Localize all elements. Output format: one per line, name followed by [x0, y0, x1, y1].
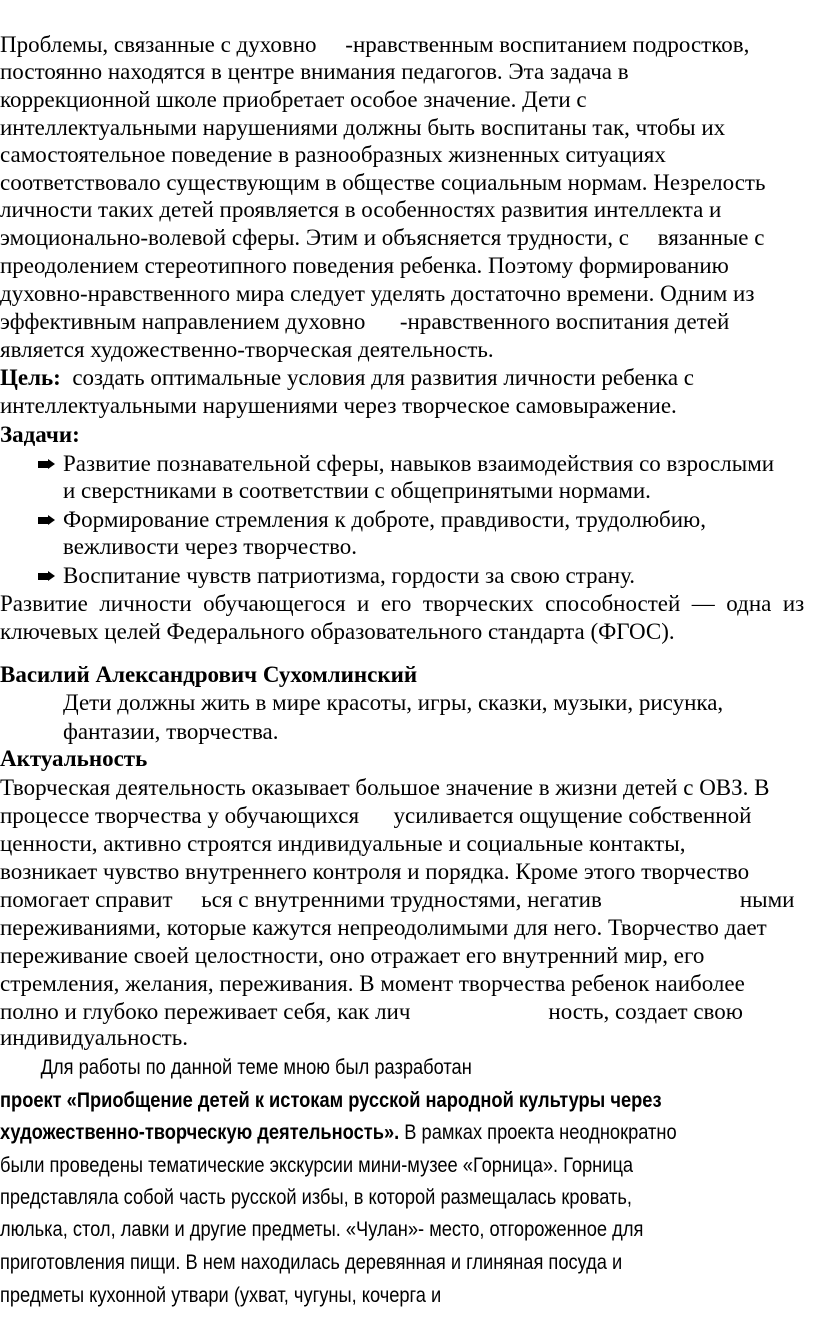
intro-line: самостоятельное поведение в разнообразных жизненных ситуациях [0, 142, 666, 167]
quote-text: Дети должны жить в мире красоты, игры, сказки, музыки, рисунка, [63, 690, 724, 715]
relevance-heading: Актуальность [0, 746, 148, 771]
intro-line: эмоционально-волевой сферы. Этим и объясняется трудности, с вязанные с [0, 225, 765, 250]
quote-text-cont: фантазии, творчества. [63, 719, 279, 744]
tasks-heading: Задачи: [0, 422, 80, 447]
task-item: Развитие познавательной сферы, навыков взаимодействия со взрослыми [63, 451, 775, 476]
project-line: были проведены тематические экскурсии мини-музее «Горница». Горница [0, 1154, 634, 1177]
intro-line: постоянно находятся в центре внимания педагогов. Эта задача в [0, 59, 629, 84]
task-item: Воспитание чувств патриотизма, гордости за свою страну. [63, 563, 636, 588]
relevance-line: процессе творчества у обучающихся усиливается ощущение собственной [0, 803, 752, 828]
relevance-line: индивидуальность. [0, 1025, 188, 1050]
arrow-bullet-icon [38, 459, 56, 470]
goal-line [0, 364, 694, 392]
intro-line: коррекционной школе приобретает особое значение. Дети с [0, 87, 587, 112]
relevance-line: возникает чувство внутреннего контроля и порядка. Кроме этого творчество [0, 859, 750, 884]
project-title-cont: художественно-творческую деятельность». [0, 1121, 400, 1144]
quote-author: Василий Александрович Сухомлинский [0, 662, 418, 687]
intro-line: Проблемы, связанные с духовно -нравственным воспитанием подростков, [0, 32, 750, 57]
task-item-cont: вежливости через творчество. [63, 534, 358, 559]
task-item: Формирование стремления к доброте, правдивости, трудолюбию, [63, 507, 706, 532]
project-title: проект «Приобщение детей к истокам русской народной культуры через [0, 1089, 662, 1112]
goal-line-2: интеллектуальными нарушениями через творческое самовыражение. [0, 393, 677, 418]
fgos-line: ключевых целей Федерального образовательного стандарта (ФГОС). [0, 619, 675, 644]
fgos-line: Развитие личности обучающегося и его творческих способностей — одна из [0, 591, 805, 616]
intro-line: духовно-нравственного мира следует уделять достаточно времени. Одним из [0, 281, 755, 306]
relevance-line: переживание своей целостности, оно отражает его внутренний мир, его [0, 943, 705, 968]
relevance-line: стремления, желания, переживания. В момент творчества ребенок наиболее [0, 971, 745, 996]
intro-line: является художественно-творческая деятельность. [0, 337, 494, 362]
intro-line: личности таких детей проявляется в особенностях развития интеллекта и [0, 197, 722, 222]
task-item-cont: и сверстниками в соответствии с общепринятыми нормами. [63, 478, 651, 503]
arrow-bullet-icon [38, 571, 56, 582]
relevance-line: переживаниями, которые кажутся непреодолимыми для него. Творчество дает [0, 915, 767, 940]
relevance-line: полно и глубоко переживает себя, как лич ность, создает свою [0, 999, 743, 1024]
intro-line: эффективным направлением духовно -нравственного воспитания детей [0, 309, 730, 334]
arrow-bullet-icon [38, 515, 56, 526]
intro-line: преодолением стереотипного поведения ребенка. Поэтому формированию [0, 253, 729, 278]
project-line: приготовления пищи. В нем находилась деревянная и глиняная посуда и [0, 1251, 623, 1274]
project-text: В рамках проекта неоднократно [399, 1121, 677, 1144]
intro-line: интеллектуальными нарушениями должны быть воспитаны так, чтобы их [0, 115, 726, 140]
project-title-line [0, 1117, 677, 1149]
project-line: предметы кухонной утвари (ухват, чугуны, кочерга и [0, 1284, 442, 1307]
goal-label: Цель: [0, 365, 61, 390]
intro-line: соответствовало существующим в обществе социальным нормам. Незрелость [0, 170, 766, 195]
relevance-line: Творческая деятельность оказывает большое значение в жизни детей с ОВЗ. В [0, 775, 770, 800]
project-line: люлька, стол, лавки и другие предметы. «Чулан»- место, отгороженное для [0, 1218, 644, 1241]
relevance-line: ценности, активно строятся индивидуальные и социальные контакты, [0, 831, 686, 856]
relevance-line: помогает справит ься с внутренними трудностями, негатив ными [0, 887, 795, 912]
project-intro: Для работы по данной теме мною был разработан [0, 1056, 472, 1079]
project-line: представляла собой часть русской избы, в которой размещалась кровать, [0, 1186, 632, 1209]
goal-text: создать оптимальные условия для развития личности ребенка с [60, 365, 694, 390]
